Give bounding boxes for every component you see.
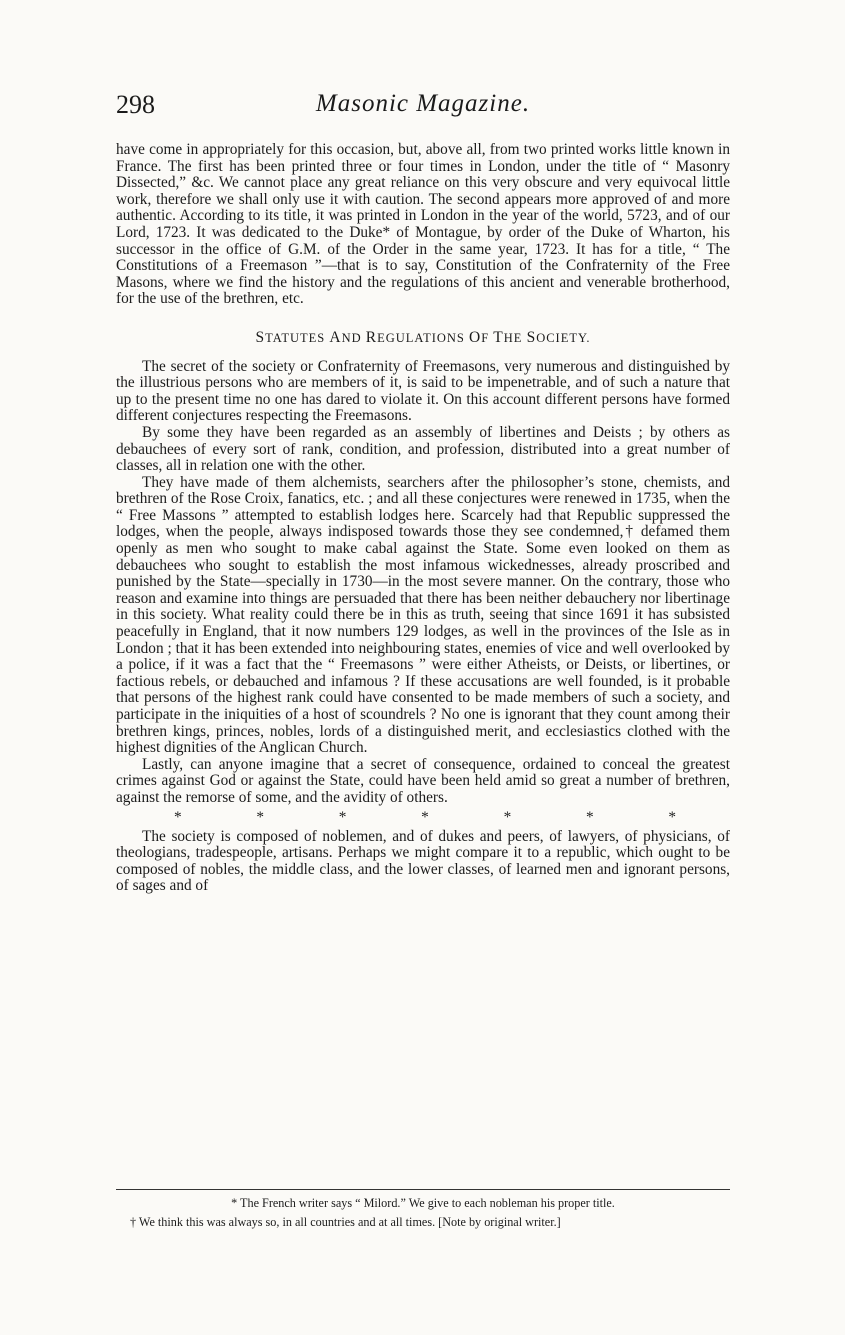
star: * [256, 808, 265, 826]
page-header [116, 90, 730, 122]
paragraph: They have made of them alchemists, searchers after the philosopher’s stone, chemists, and brethren of the Rose Croix, fanatics, etc. ; and all these conjectures were renewed in 1735, when the “ Free Massons ” attempted to establish lodges here. Scarcely had that Republic suppressed the lodges, when the people, always indisposed towards those they see condemned,† defamed them openly as men who sought to make cabal against the State. Some even looked on them as debauchees who sought to establish the most infamous wickednesses, already proscribed and punished by the State—specially in 1730—in the most severe manner. On the contrary, those who reason and examine into things are persuaded that there has been neither debauchery nor libertinage in this society. What reality could there be in this as truth, seeing that since 1691 it has subsisted peacefully in England, that it now numbers 129 lodges, as well in the provinces of the Isle as in London ; that it has been extended into neighbouring states, enemies of vice and well overlooked by a police, if it was a fact that the “ Freemasons ” were either Atheists, or Deists, or libertines, or factious rebels, or debauched and infamous ? If these accusations are well founded, is it probable that persons of the highest rank could have consented to be made members of such a society, and participate in the iniquities of a host of scoundrels ? No one is ignorant that they count among their brethren kings, princes, nobles, lords of a distinguished merit, and ecclesiastics clothed with the highest dignities of the Anglican Church. [116, 473, 730, 757]
section-heading-text: STATUTES AND REGULATIONS OF THE SOCIETY. [255, 328, 591, 346]
intro-paragraph: have come in appropriately for this occasion, but, above all, from two printed works little known in France. The first has been printed three or four times in London, under the title of “ Masonry Dissected,” &c. We cannot place any great reliance on this very obscure and very equivocal little work, therefore we shall only use it with caution. The second appears more approved of and more authentic. According to its title, it was printed in London in the year of the world, 5723, and of our Lord, 1723. It was dedicated to the Duke* of Montague, by order of the Duke of Wharton, his successor in the office of G.M. of the Order in the same year, 1723. It has for a title, “ The Constitutions of a Freemason ”—that is to say, Constitution of the Confraternity of the Free Masons, where we find the history and the regulations of this ancient and venerable brotherhood, for the use of the brethren, etc. [116, 141, 730, 308]
footnote: † We think this was always so, in all countries and at all times. [Note by original writer.] [130, 1215, 561, 1229]
star: * [503, 808, 512, 826]
star: * [585, 808, 594, 826]
star: * [421, 808, 429, 826]
paragraph: Lastly, can anyone imagine that a secret of consequence, ordained to conceal the greatest crimes against God or against the State, could have been held amid so great a number of brethren, against the remorse of some, and the avidity of others. [116, 755, 730, 806]
paragraph: By some they have been regarded as an assembly of libertines and Deists ; by others as debauchees of every sort of rank, condition, and profession, distributed into a great number of classes, all in relation one with the other. [116, 423, 730, 475]
star: * [174, 808, 182, 826]
star: * [338, 808, 347, 826]
footnotes [116, 1189, 730, 1234]
footnote: * The French writer says “ Milord.” We give to each nobleman his proper title. [231, 1196, 615, 1210]
page-number: 298 [116, 90, 155, 119]
section-break-stars [116, 807, 730, 829]
running-head: Masonic Magazine. [315, 90, 531, 117]
star: * [668, 808, 676, 826]
body-text [116, 142, 730, 895]
final-paragraph: The society is composed of noblemen, and of dukes and peers, of lawyers, of physicians, of theologians, tradespeople, artisans. Perhaps we might compare it to a republic, which ought to be composed of nobles, the middle class, and the lower classes, of learned men and ignorant persons, of sages and of [116, 827, 730, 895]
section-heading [116, 330, 730, 347]
paragraph: The secret of the society or Confraternity of Freemasons, very numerous and distinguished by the illustrious persons who are members of it, is said to be impenetrable, and of such a nature that up to the present time no one has dared to violate it. On this account different persons have formed different conjectures respecting the Freemasons. [116, 357, 730, 425]
